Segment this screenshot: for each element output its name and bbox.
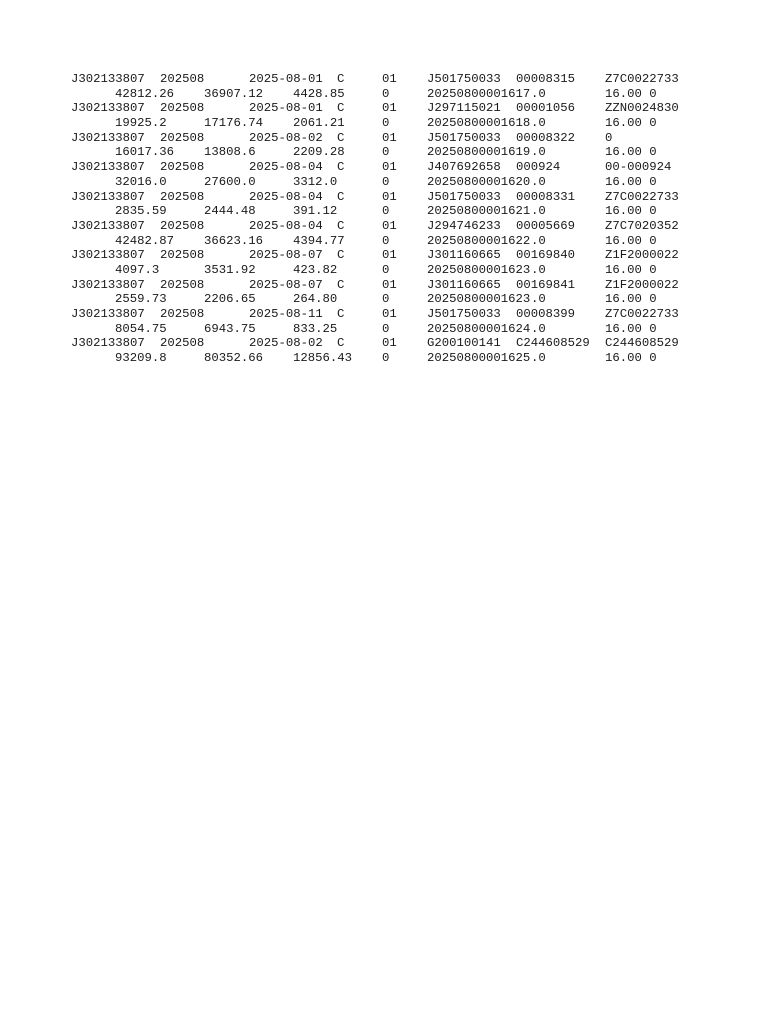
invoice-number: 20250800001618: [427, 116, 531, 131]
rate-status: 16.00 0: [605, 233, 657, 248]
rate-status: 16.00 0: [605, 86, 657, 101]
line-code: 01: [382, 160, 397, 175]
ref-code: 0: [605, 130, 613, 145]
line-code: 01: [382, 101, 397, 116]
account-code: J501750033: [427, 307, 501, 321]
invoice-number: 20250800001622: [427, 233, 531, 248]
tax-amount: 4428.85: [293, 86, 345, 101]
tax-amount: 4394.77: [293, 233, 345, 248]
flag: 0: [382, 174, 390, 189]
total-amount: 4097.3: [115, 262, 160, 277]
ref-code: Z1F2000022: [605, 248, 679, 263]
ref-code: Z7C7020352: [605, 218, 679, 233]
doc-number: 00008322: [516, 130, 576, 145]
total-amount: 93209.8: [115, 351, 167, 366]
net-amount: 2444.48: [204, 204, 256, 219]
flag: 0: [382, 145, 390, 160]
invoice-number: 20250800001623: [427, 292, 531, 307]
net-amount: 36907.12: [204, 86, 264, 101]
type-code: C: [337, 160, 345, 175]
rate-status: 16.00 0: [605, 145, 657, 160]
period: 202508: [160, 277, 205, 292]
customer-code: J302133807: [71, 307, 145, 321]
tax-amount: 2209.28: [293, 145, 345, 160]
date: 2025-08-07: [249, 277, 323, 292]
tax-amount: 391.12: [293, 204, 338, 219]
customer-code: J302133807: [71, 101, 145, 116]
ref-code: ZZN0024830: [605, 101, 679, 116]
ref-code: Z7C0022733: [605, 189, 679, 204]
date: 2025-08-07: [249, 248, 323, 263]
net-amount: 17176.74: [204, 116, 264, 131]
type-code: C: [337, 248, 345, 263]
period: 202508: [160, 248, 205, 263]
customer-code: J302133807: [71, 248, 145, 263]
invoice-number: 20250800001617: [427, 86, 531, 101]
ref-code: Z1F2000022: [605, 277, 679, 292]
flag: 0: [382, 351, 390, 366]
period: 202508: [160, 218, 205, 233]
doc-number: 00005669: [516, 218, 576, 233]
rate-status: 16.00 0: [605, 262, 657, 277]
date: 2025-08-04: [249, 218, 323, 233]
period: 202508: [160, 160, 205, 175]
flag: 0: [382, 321, 390, 336]
customer-code: J302133807: [71, 336, 145, 351]
customer-code: J302133807: [71, 130, 145, 145]
invoice-number: 20250800001624: [427, 321, 531, 336]
account-code: J501750033: [427, 130, 501, 145]
total-amount: 32016.0: [115, 174, 167, 189]
customer-code: J302133807: [71, 277, 145, 292]
net-amount: 2206.65: [204, 292, 256, 307]
line-code: 01: [382, 307, 397, 321]
date: 2025-08-01: [249, 101, 323, 116]
doc-number: 00001056: [516, 101, 576, 116]
rate-status: 16.00 0: [605, 351, 657, 366]
discount: .0: [531, 262, 546, 277]
account-code: J407692658: [427, 160, 501, 175]
net-amount: 36623.16: [204, 233, 264, 248]
line-code: 01: [382, 130, 397, 145]
total-amount: 42482.87: [115, 233, 175, 248]
net-amount: 13808.6: [204, 145, 256, 160]
discount: .0: [531, 233, 546, 248]
invoice-number: 20250800001619: [427, 145, 531, 160]
doc-number: 000924: [516, 160, 561, 175]
flag: 0: [382, 86, 390, 101]
tax-amount: 264.80: [293, 292, 338, 307]
account-code: J294746233: [427, 218, 501, 233]
invoice-number: 20250800001625: [427, 351, 531, 366]
type-code: C: [337, 218, 345, 233]
period: 202508: [160, 72, 205, 86]
tax-amount: 423.82: [293, 262, 338, 277]
account-code: J301160665: [427, 277, 501, 292]
date: 2025-08-01: [249, 72, 323, 86]
line-code: 01: [382, 248, 397, 263]
date: 2025-08-02: [249, 130, 323, 145]
discount: .0: [531, 145, 546, 160]
line-code: 01: [382, 72, 397, 86]
account-code: J501750033: [427, 189, 501, 204]
discount: .0: [531, 292, 546, 307]
total-amount: 42812.26: [115, 86, 175, 101]
tax-amount: 3312.0: [293, 174, 338, 189]
doc-number: 00169841: [516, 277, 576, 292]
date: 2025-08-11: [249, 307, 323, 321]
date: 2025-08-04: [249, 160, 323, 175]
total-amount: 16017.36: [115, 145, 175, 160]
account-code: J297115021: [427, 101, 501, 116]
discount: .0: [531, 86, 546, 101]
discount: .0: [531, 321, 546, 336]
net-amount: 80352.66: [204, 351, 264, 366]
account-code: J501750033: [427, 72, 501, 86]
invoice-number: 20250800001623: [427, 262, 531, 277]
period: 202508: [160, 130, 205, 145]
customer-code: J302133807: [71, 218, 145, 233]
ref-code: Z7C0022733: [605, 307, 679, 321]
total-amount: 19925.2: [115, 116, 167, 131]
doc-number: 00169840: [516, 248, 576, 263]
ref-code: Z7C0022733: [605, 72, 679, 86]
invoice-number: 20250800001621: [427, 204, 531, 219]
type-code: C: [337, 72, 345, 86]
type-code: C: [337, 336, 345, 351]
type-code: C: [337, 189, 345, 204]
discount: .0: [531, 351, 546, 366]
account-code: J301160665: [427, 248, 501, 263]
line-code: 01: [382, 277, 397, 292]
ref-code: C244608529: [605, 336, 679, 351]
date: 2025-08-02: [249, 336, 323, 351]
rate-status: 16.00 0: [605, 116, 657, 131]
line-code: 01: [382, 336, 397, 351]
discount: .0: [531, 174, 546, 189]
doc-number: 00008315: [516, 72, 576, 86]
net-amount: 6943.75: [204, 321, 256, 336]
type-code: C: [337, 130, 345, 145]
flag: 0: [382, 204, 390, 219]
net-amount: 27600.0: [204, 174, 256, 189]
tax-amount: 2061.21: [293, 116, 345, 131]
ref-code: 00-000924: [605, 160, 672, 175]
period: 202508: [160, 101, 205, 116]
rate-status: 16.00 0: [605, 204, 657, 219]
type-code: C: [337, 101, 345, 116]
tax-amount: 12856.43: [293, 351, 353, 366]
doc-number: C244608529: [516, 336, 590, 351]
total-amount: 2559.73: [115, 292, 167, 307]
date: 2025-08-04: [249, 189, 323, 204]
flag: 0: [382, 262, 390, 277]
rate-status: 16.00 0: [605, 321, 657, 336]
tax-amount: 833.25: [293, 321, 338, 336]
total-amount: 8054.75: [115, 321, 167, 336]
period: 202508: [160, 336, 205, 351]
discount: .0: [531, 204, 546, 219]
doc-number: 00008331: [516, 189, 576, 204]
discount: .0: [531, 116, 546, 131]
flag: 0: [382, 233, 390, 248]
total-amount: 2835.59: [115, 204, 167, 219]
customer-code: J302133807: [71, 160, 145, 175]
type-code: C: [337, 307, 345, 321]
rate-status: 16.00 0: [605, 174, 657, 189]
account-code: G200100141: [427, 336, 501, 351]
line-code: 01: [382, 218, 397, 233]
type-code: C: [337, 277, 345, 292]
customer-code: J302133807: [71, 189, 145, 204]
period: 202508: [160, 307, 205, 321]
flag: 0: [382, 292, 390, 307]
period: 202508: [160, 189, 205, 204]
customer-code: J302133807: [71, 72, 145, 86]
net-amount: 3531.92: [204, 262, 256, 277]
doc-number: 00008399: [516, 307, 576, 321]
line-code: 01: [382, 189, 397, 204]
rate-status: 16.00 0: [605, 292, 657, 307]
invoice-number: 20250800001620: [427, 174, 531, 189]
flag: 0: [382, 116, 390, 131]
